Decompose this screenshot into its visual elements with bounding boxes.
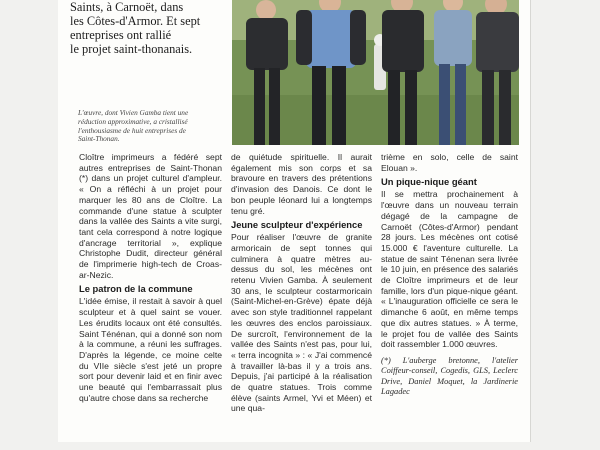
photo-caption — [78, 109, 226, 144]
body-paragraph: Cloître imprimeurs a fédéré sept autres entreprises de Saint-Thonan (*) dans un projet culturel d'ampleur. « On a réfléchi à un projet pour marquer les 80 ans de Cloître. La commande d'une statue à sculpter dans la vallée des Saints a vite surgi, tant cela correspond à notre logique d'ancrage territorial », explique Christophe Dudit, directeur général de l'imprimerie high-tech de Croas-ar-Nezic. — [79, 152, 222, 280]
body-paragraph: de quiétude spirituelle. Il aurait également mis son corps et sa bravoure en travers des prétentions d'invasion des Danois. Ce dont le bon peuple léonard lui a longtemps tenu gré. — [231, 152, 372, 216]
caption-line: Saint-Thonan. — [78, 134, 120, 144]
group-photo-illustration — [232, 0, 519, 145]
article-column-2 — [231, 152, 372, 415]
article-column-3 — [381, 152, 518, 399]
subheading: Le patron de la commune — [79, 283, 193, 295]
article-column-1 — [79, 152, 222, 404]
body-paragraph: trième en solo, celle de saint Elouan ». — [381, 152, 518, 173]
lead-paragraph — [70, 0, 228, 56]
body-paragraph: Pour réaliser l'œuvre de granite armoricain de sept tonnes qui culminera à quatre mètres au-dessus du sol, les mécènes ont retenu Vivien Gamba. À seulement 30 ans, le sculpteur costarmoricain (Saint-Michel-en-Grève) épate déjà avec son style traditionnel rappelant les œuvres des enclos paroissiaux. De surcroît, l'environnement de la vallée des Saints n'est pas, pour lui, « terra incognita » : « J'ai commencé à travailler là-bas il y a trois ans. Depuis, j'ai participé à la réalisation de quatre statues. Trois comme élève (saints Armel, Yvi et Méen) et une qua- — [231, 232, 372, 414]
lead-line: les Côtes-d'Armor. Et sept — [70, 14, 201, 28]
subheading: Jeune sculpteur d'expérience — [231, 219, 363, 231]
lead-line: entreprises ont rallié — [70, 28, 172, 42]
subheading: Un pique-nique géant — [381, 176, 477, 188]
body-paragraph: Il se mettra prochainement à l'œuvre dans un nouveau terrain dégagé de la campagne de Carnoët (Côtes-d'Armor) pendant 28 jours. Les mécènes ont cotisé 15.000 € l'aventure culturelle. La statue de saint Ténenan sera livrée le 10 juin, en présence des salariés de Cloître imprimeurs et de leur famille, lors d'un pique-nique géant. « L'inauguration officielle ce sera le dimanche 6 août, en même temps que dix autres statues. » À terme, le projet fou de vallée des Saints doit rassembler 1.000 œuvres. — [381, 189, 518, 350]
lead-line: Saints, à Carnoët, dans — [70, 0, 184, 14]
footnote: (*) L'auberge bretonne, l'atelier Coiffeur-conseil, Cogedis, GLS, Leclerc Drive, Daniel Moquet, la Jardinerie Lagadec — [381, 355, 518, 397]
body-paragraph: L'idée émise, il restait à savoir à quel sculpteur et à quel saint se vouer. Les érudits locaux ont été consultés. Saint Ténénan, qui a donné son nom à la commune, a réuni les suffrages. D'après la légende, ce moine celte du VIIe siècle s'est jeté un propre sort pour devenir laid et en finir avec une beauté qui l'embarrassait plus qu'autre chose dans sa recherche — [79, 296, 222, 403]
caption-line: l'enthousiasme de huit entreprises de — [78, 125, 186, 135]
caption-line: réduction approximative, a cristallisé — [78, 116, 188, 126]
lead-line: le projet saint-thonanais. — [70, 42, 193, 56]
group-photo — [232, 0, 519, 145]
caption-line: L'œuvre, dont Vivien Gamba tient une — [78, 108, 189, 117]
